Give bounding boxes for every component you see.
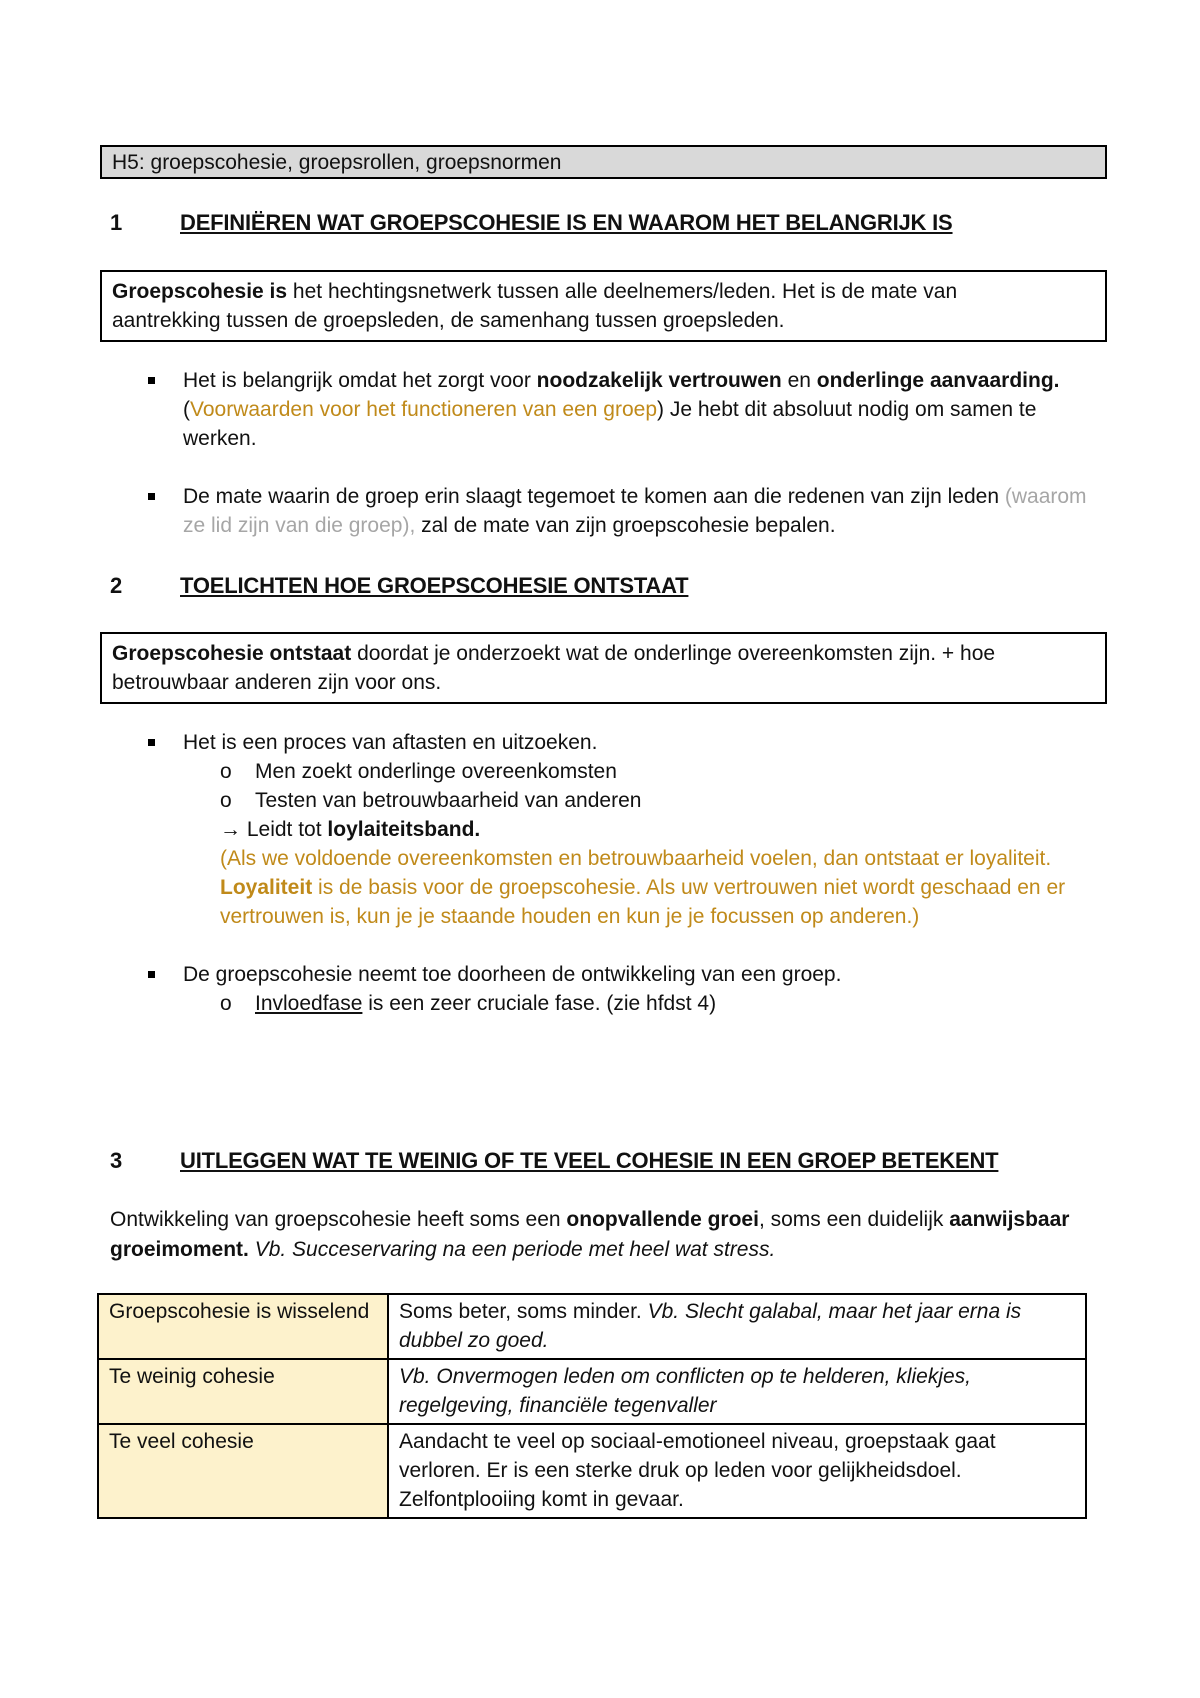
- bullet-square-icon: [148, 493, 155, 500]
- bold-text: onopvallende groei: [566, 1208, 759, 1231]
- circle-bullet-icon: o: [220, 760, 232, 783]
- list-item: [110, 482, 1100, 540]
- bullet-text: Het is belangrijk omdat het zorgt voor: [183, 369, 537, 392]
- circle-bullet-icon: o: [220, 992, 232, 1015]
- bullet-square-icon: [148, 739, 155, 746]
- section-3-intro: [110, 1205, 1100, 1265]
- sub-list-item: [110, 989, 1100, 1018]
- example-text: Vb. Slecht galabal, maar het jaar erna is dubbel zo goed.: [399, 1300, 1022, 1352]
- bold-text: loylaiteitsband.: [327, 818, 481, 841]
- orange-note: [110, 844, 1100, 931]
- cell-text: Soms beter, soms minder.: [399, 1300, 642, 1323]
- list-item: [110, 366, 1100, 453]
- section-1-bullets: [110, 366, 1100, 540]
- definition-term: Groepscohesie is: [112, 280, 288, 303]
- section-3-heading: [110, 1148, 998, 1174]
- table-text-cell: [388, 1359, 1086, 1424]
- bold-text: noodzakelijk vertrouwen: [536, 369, 782, 392]
- section-3-title: UITLEGGEN WAT TE WEINIG OF TE VEEL COHESIE IN EEN GROEP BETEKENT: [180, 1148, 999, 1173]
- section-2-title: TOELICHTEN HOE GROEPSCOHESIE ONTSTAAT: [180, 573, 689, 598]
- bullet-square-icon: [148, 971, 155, 978]
- circle-bullet-icon: o: [220, 789, 232, 812]
- bullet-text: en: [781, 369, 817, 392]
- section-2-bullets: [110, 728, 1100, 1018]
- table-label-cell: Groepscohesie is wisselend: [98, 1294, 388, 1359]
- section-2-heading: [110, 573, 688, 599]
- sub-item-text: Men zoekt onderlinge overeenkomsten: [255, 760, 617, 783]
- document-title: H5: groepscohesie, groepsrollen, groepsnormen: [100, 145, 1107, 179]
- bullet-text: (: [183, 398, 190, 421]
- cohesion-table: [97, 1293, 1087, 1519]
- sub-list-item: [110, 757, 1100, 786]
- bullet-text: De mate waarin de groep erin slaagt tegemoet te komen aan die redenen van zijn leden: [183, 485, 1005, 508]
- bullet-square-icon: [148, 377, 155, 384]
- intro-text: Ontwikkeling van groepscohesie heeft soms een: [110, 1208, 567, 1231]
- bullet-text: De groepscohesie neemt toe doorheen de ontwikkeling van een groep.: [183, 963, 842, 986]
- bullet-text: Het is een proces van aftasten en uitzoeken.: [183, 731, 598, 754]
- definition-term: Groepscohesie ontstaat: [112, 642, 352, 665]
- table-row: [98, 1359, 1086, 1424]
- section-2-definition-box: [100, 632, 1107, 704]
- example-text: Vb. Onvermogen leden om conflicten op te helderen, kliekjes, regelgeving, financiële tegenvaller: [399, 1365, 971, 1417]
- highlight-text: Voorwaarden voor het functioneren van een groep: [190, 398, 657, 421]
- cell-text: Aandacht te veel op sociaal-emotioneel niveau, groepstaak gaat verloren. Er is een sterke druk op leden voor gelijkheidsdoel. Zelfontplooiing komt in gevaar.: [399, 1430, 996, 1511]
- table-row: [98, 1424, 1086, 1518]
- arrow-right-icon: →: [220, 818, 241, 841]
- definition-text: het hechtingsnetwerk tussen alle deelnemers/leden. Het is de mate van: [287, 280, 958, 303]
- table-row: [98, 1294, 1086, 1359]
- note-text: is de basis voor de groepscohesie. Als uw vertrouwen niet wordt geschaad en er vertrouwen is, kun je je staande houden en kun je je focussen op anderen.): [220, 876, 1066, 928]
- grey-note: (waarom ze lid zijn van die groep),: [183, 485, 1087, 537]
- section-1-title: DEFINIËREN WAT GROEPSCOHESIE IS EN WAAROM HET BELANGRIJK IS: [180, 210, 953, 235]
- arrow-text: Leidt tot: [246, 818, 328, 841]
- arrow-line: [110, 815, 1100, 844]
- section-3-number: 3: [110, 1148, 123, 1173]
- table-label-cell: Te weinig cohesie: [98, 1359, 388, 1424]
- example-text: Vb. Succeservaring na een periode met heel wat stress.: [248, 1238, 776, 1261]
- definition-text: doordat je onderzoekt wat de onderlinge overeenkomsten zijn. + hoe: [351, 642, 996, 665]
- sub-list-item: [110, 786, 1100, 815]
- list-item: [110, 728, 1100, 757]
- bold-text: onderlinge aanvaarding.: [816, 369, 1060, 392]
- definition-line-2: betrouwbaar anderen zijn voor ons.: [112, 671, 442, 694]
- sub-item-text: Testen van betrouwbaarheid van anderen: [255, 789, 642, 812]
- section-1-definition-box: [100, 270, 1107, 342]
- table-text-cell: [388, 1294, 1086, 1359]
- section-2-number: 2: [110, 573, 123, 598]
- definition-line-2: aantrekking tussen de groepsleden, de samenhang tussen groepsleden.: [112, 309, 785, 332]
- sub-item-text: is een zeer cruciale fase. (zie hfdst 4): [362, 992, 717, 1015]
- underlined-term: Invloedfase: [255, 992, 363, 1015]
- table-text-cell: [388, 1424, 1086, 1518]
- intro-text: , soms een duidelijk: [758, 1208, 950, 1231]
- bold-text: Loyaliteit: [220, 876, 313, 899]
- table-label-cell: Te veel cohesie: [98, 1424, 388, 1518]
- note-text: (Als we voldoende overeenkomsten en betrouwbaarheid voelen, dan ontstaat er loyaliteit.: [220, 847, 1052, 870]
- bold-text: aanwijsbaar groeimoment.: [110, 1208, 1070, 1261]
- definition-line-1: [112, 639, 1095, 668]
- section-1-number: 1: [110, 210, 123, 235]
- list-item: [110, 960, 1100, 989]
- definition-line-1: [112, 277, 1095, 306]
- bullet-text: zal de mate van zijn groepscohesie bepalen.: [415, 514, 836, 537]
- bullet-text: ) Je hebt dit absoluut nodig om samen te werken.: [183, 398, 1037, 450]
- section-1-heading: [110, 210, 953, 236]
